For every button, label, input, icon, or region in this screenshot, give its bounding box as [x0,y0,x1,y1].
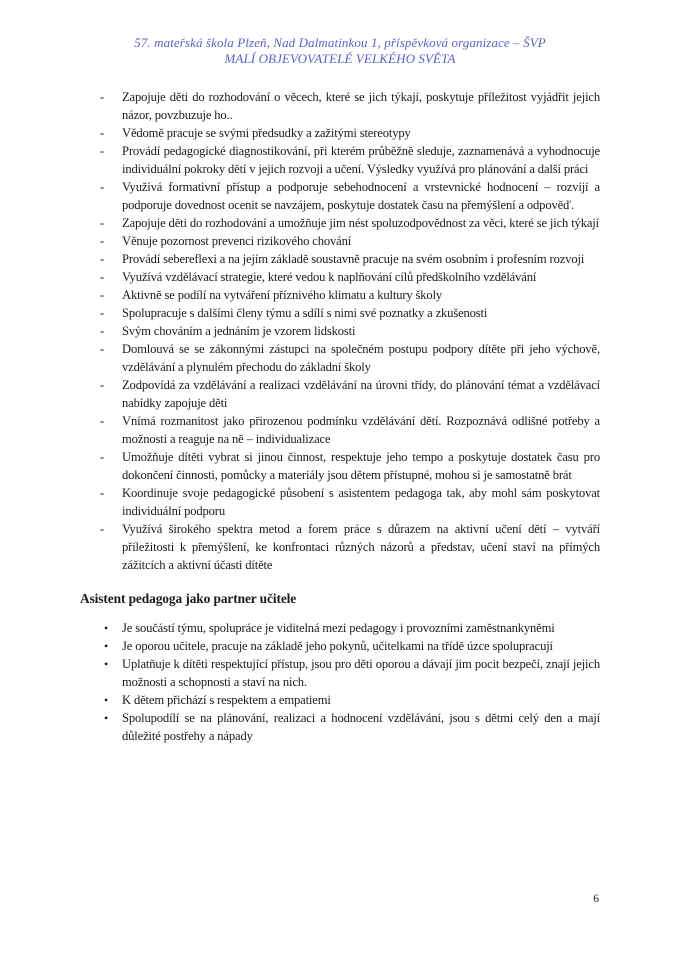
dash-marker: - [100,522,105,536]
list-item-text: K dětem přichází s respektem a empatiemi [122,693,331,707]
dash-marker: - [100,342,105,356]
dash-marker: - [100,234,105,248]
list-item [80,286,600,304]
list-item [80,448,600,484]
dash-marker: - [100,180,105,194]
list-item [80,619,600,637]
list-item-text: Spolupodílí se na plánování, realizaci a hodnocení vzdělávání, jsou s dětmi celý den a mají důležité postřehy a nápady [122,711,600,743]
list-item [80,655,600,691]
list-item-text: Zodpovídá za vzdělávání a realizaci vzdělávání na úrovni třídy, do plánování témat a vzdělávací nabídky zapojuje děti [122,378,600,410]
list-item-text: Vědomě pracuje se svými předsudky a zažitými stereotypy [122,126,411,140]
list-item-text: Spolupracuje s dalšími členy týmu a sdílí s nimi své poznatky a zkušenosti [122,306,488,320]
list-item-text: Uplatňuje k dítěti respektující přístup, jsou pro děti oporou a dávají jim pocit bezpečí, znají jejich možnosti a schopnosti a staví na nich. [122,657,600,689]
bullet-marker: • [104,621,109,635]
list-item-text: Umožňuje dítěti vybrat si jinou činnost, respektuje jeho tempo a poskytuje dostatek času pro dokončení činnosti, pomůcky a materiály jsou dětem přístupné, mohou si je samostatně brát [122,450,600,482]
list-item [80,691,600,709]
list-item [80,376,600,412]
dash-marker: - [100,216,105,230]
assistant-roles-list [80,619,600,745]
list-item-text: Je součástí týmu, spolupráce je viditelná mezi pedagogy i provozními zaměstnankyněmi [122,621,555,635]
list-item [80,637,600,655]
dash-marker: - [100,450,105,464]
list-item [80,709,600,745]
list-item [80,322,600,340]
document-header [0,0,680,67]
list-item-text: Aktivně se podílí na vytváření příznivého klimatu a kultury školy [122,288,443,302]
dash-marker: - [100,306,105,320]
dash-marker: - [100,324,105,338]
program-title-header: MALÍ OBJEVOVATELÉ VELKÉHO SVĚTA [224,51,456,66]
list-item [80,88,600,124]
list-item [80,412,600,448]
list-item [80,484,600,520]
bullet-marker: • [104,711,109,725]
list-item [80,142,600,178]
list-item-text: Zapojuje děti do rozhodování a umožňuje jim nést spoluzodpovědnost za věci, které se jich týkají [122,216,599,230]
page-content [80,88,600,745]
list-item-text: Využívá širokého spektra metod a forem práce s důrazem na aktivní učení dětí – vytváří příležitosti k přemýšlení, ke konfrontaci různých názorů a představ, učení staví na přímých zážitcích a aktivní účasti dítěte [122,522,600,572]
list-item [80,250,600,268]
list-item-text: Zapojuje děti do rozhodování o věcech, které se jich týkají, poskytuje příležitost vyjádřit jejich názor, povzbuzuje ho.. [122,90,600,122]
dash-marker: - [100,414,105,428]
list-item-text: Provádí sebereflexi a na jejím základě soustavně pracuje na svém osobním i profesním rozvoji [122,252,585,266]
dash-marker: - [100,486,105,500]
list-item [80,304,600,322]
bullet-marker: • [104,657,109,671]
list-item [80,340,600,376]
list-item [80,214,600,232]
bullet-marker: • [104,693,109,707]
bullet-marker: • [104,639,109,653]
list-item-text: Svým chováním a jednáním je vzorem lidskosti [122,324,356,338]
dash-marker: - [100,270,105,284]
section-heading: Asistent pedagoga jako partner učitele [80,591,297,606]
list-item-text: Využívá formativní přístup a podporuje sebehodnocení a vrstevnické hodnocení – rozvíjí a podporuje dovednost ocenit se navzájem, poskytuje dostatek času na přemýšlení a odpověď. [122,180,600,212]
dash-marker: - [100,126,105,140]
list-item [80,178,600,214]
list-item-text: Domlouvá se se zákonnými zástupci na společném postupu podpory dítěte při jeho výchově, vzdělávání a plynulém přechodu do základní školy [122,342,600,374]
dash-marker: - [100,90,105,104]
list-item-text: Provádí pedagogické diagnostikování, při kterém průběžně sleduje, zaznamenává a vyhodnocuje individuální pokroky dětí v jejich rozvoji a učení. Výsledky využívá pro plánování a další práci [122,144,600,176]
dash-marker: - [100,252,105,266]
list-item-text: Využívá vzdělávací strategie, které vedou k naplňování cílů předškolního vzdělávání [122,270,537,284]
dash-marker: - [100,378,105,392]
list-item [80,520,600,574]
list-item-text: Věnuje pozornost prevenci rizikového chování [122,234,352,248]
list-item [80,268,600,286]
dash-marker: - [100,144,105,158]
list-item-text: Je oporou učitele, pracuje na základě jeho pokynů, učitelkami na třídě úzce spolupracují [122,639,553,653]
list-item [80,232,600,250]
list-item [80,124,600,142]
dash-marker: - [100,288,105,302]
school-name-header: 57. mateřská škola Plzeň, Nad Dalmatinkou 1, příspěvková organizace – ŠVP [134,35,546,50]
list-item-text: Vnímá rozmanitost jako přirozenou podmínku vzdělávání dětí. Rozpoznává odlišné potřeby a možnosti a reaguje na ně – individualizace [122,414,600,446]
page-number: 6 [593,893,599,905]
teacher-duties-list [80,88,600,574]
list-item-text: Koordinuje svoje pedagogické působení s asistentem pedagoga tak, aby mohl sám poskytovat individuální podporu [122,486,600,518]
